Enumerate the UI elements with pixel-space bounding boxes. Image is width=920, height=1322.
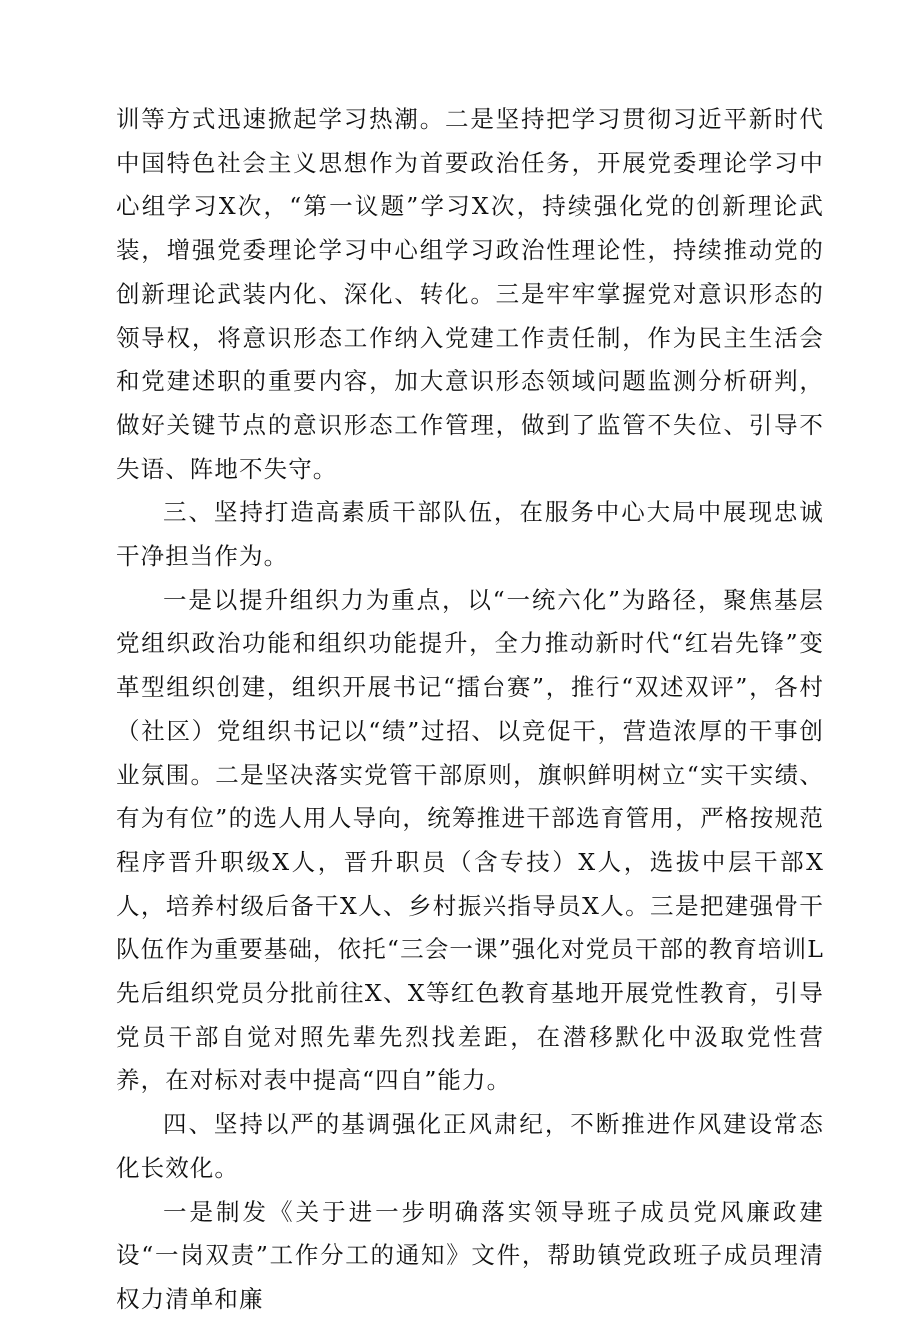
body-paragraph-cadre-team: 一是以提升组织力为重点，以“一统六化”为路径，聚焦基层党组织政治功能和组织功能提升，全力推动新时代“红岩先锋”变革型组织创建，组织开展书记“擂台赛”，推行“双述双评”，各村（社区）党组织书记以“绩”过招、以竞促干，营造浓厚的干事创业氛围。二是坚决落实党管干部原则，旗帜鲜明树立“实干实绩、有为有位”的选人用人导向，统筹推进干部选育管用，严格按规范程序晋升职级X人，晋升职员（含专技）X人，选拔中层干部X人，培养村级后备干X人、乡村振兴指导员X人。三是把建强骨干队伍作为重要基础，依托“三会一课”强化对党员干部的教育培训L先后组织党员分批前往X、X等红色教育基地开展党性教育，引导党员干部自觉对照先辈先烈找差距，在潜移默化中汲取党性营养，在对标对表中提高“四自”能力。 (116, 585, 824, 1095)
section-heading-cadre-team: 三、坚持打造高素质干部队伍，在服务中心大局中展现忠诚干净担当作为。 (116, 498, 824, 571)
section-heading-discipline: 四、坚持以严的基调强化正风肃纪，不断推进作风建设常态化长效化。 (116, 1110, 824, 1182)
body-paragraph-discipline: 一是制发《关于进一步明确落实领导班子成员党风廉政建设“一岗双责”工作分工的通知》文件，帮助镇党政班子成员理清权力清单和廉 (116, 1197, 824, 1313)
body-paragraph-ideology: 训等方式迅速掀起学习热潮。二是坚持把学习贯彻习近平新时代中国特色社会主义思想作为首要政治任务，开展党委理论学习中心组学习X次，“第一议题”学习X次，持续强化党的创新理论武装，增强党委理论学习中心组学习政治性理论性，持续推动党的创新理论武装内化、深化、转化。三是牢牢掌握党对意识形态的领导权，将意识形态工作纳入党建工作责任制，作为民主生活会和党建述职的重要内容，加大意识形态领域问题监测分析研判，做好关键节点的意识形态工作管理，做到了监管不失位、引导不失语、阵地不失守。 (116, 105, 824, 483)
